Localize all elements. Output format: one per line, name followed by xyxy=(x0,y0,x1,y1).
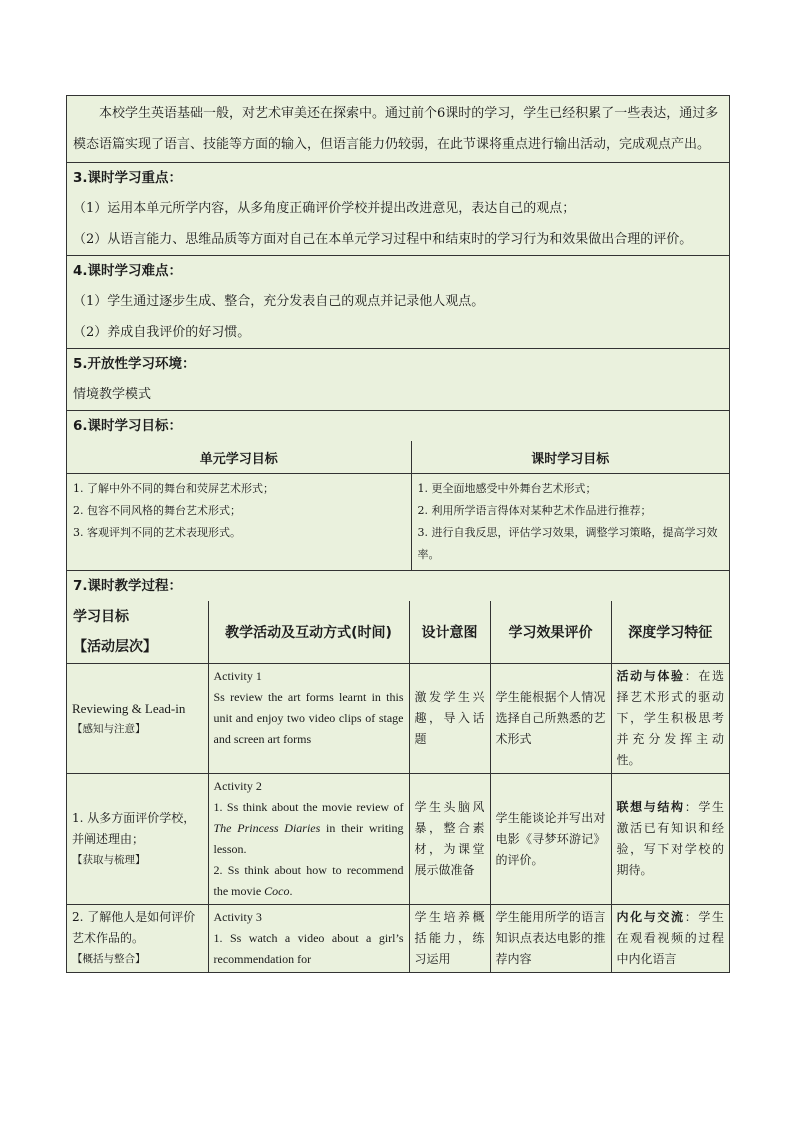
row2-activity-point2 xyxy=(214,860,404,902)
row3-activity-text: 1. Ss watch a video about a girl’s recommendation for xyxy=(213,931,404,966)
row3-feature-cell xyxy=(611,905,729,973)
row2-evaluation: 学生能谈论并写出对电影《寻梦环游记》的评价。 xyxy=(490,774,611,905)
process-heading: 7.课时教学过程： xyxy=(73,578,183,594)
row2-p2-tail: . xyxy=(289,884,293,898)
row3-feature-head: 内化与交流 xyxy=(616,910,685,924)
row3-activity-cell xyxy=(208,905,409,973)
row1-evaluation: 学生能根据个人情况选择自己所熟悉的艺术形式 xyxy=(490,664,611,774)
goal-header-line2: 【活动层次】 xyxy=(73,639,157,655)
row3-level: 【概括与整合】 xyxy=(72,953,146,965)
lesson-goals-cell xyxy=(411,474,729,571)
row1-goal-cell xyxy=(67,664,208,774)
key-point-1: （1）运用本单元所学内容，从多角度正确评价学校并提出改进意见，表达自己的观点； xyxy=(73,201,576,216)
activity-column-header: 教学活动及互动方式(时间) xyxy=(208,601,409,664)
goal-column-header xyxy=(67,601,208,664)
key-point-2: （2）从语言能力、思维品质等方面对自己在本单元学习过程中和结束时的学习行为和效果做出合理的评价。 xyxy=(73,232,693,247)
row2-activity-cell xyxy=(208,774,409,905)
difficulty-1: （1）学生通过逐步生成、整合，充分发表自己的观点并记录他人观点。 xyxy=(73,294,485,309)
unit-goals-cell xyxy=(67,474,411,571)
process-table xyxy=(67,601,729,972)
row2-feature-head: 联想与结构 xyxy=(616,800,685,814)
key-points-heading: 3.课时学习重点： xyxy=(73,170,183,186)
lesson-goal-1: 1. 更全面地感受中外舞台艺术形式； xyxy=(417,482,597,495)
process-section xyxy=(67,571,729,972)
row1-feature-head: 活动与体验 xyxy=(616,669,685,683)
goals-heading: 6.课时学习目标： xyxy=(73,418,183,434)
row2-p1-tail: in their writing lesson. xyxy=(213,821,404,856)
row1-activity-title: Activity 1 xyxy=(213,669,262,683)
environment-heading: 5.开放性学习环境： xyxy=(73,356,196,372)
feature-column-header: 深度学习特征 xyxy=(611,601,729,664)
difficulties-heading: 4.课时学习难点： xyxy=(73,263,183,279)
lesson-goal-2: 2. 利用所学语言得体对某种艺术作品进行推荐； xyxy=(417,504,652,517)
unit-goal-2: 2. 包容不同风格的舞台艺术形式； xyxy=(73,504,241,517)
row2-feature-cell xyxy=(611,774,729,905)
goals-section xyxy=(67,411,729,571)
row3-goal-cell xyxy=(67,905,208,973)
row3-intent: 学生培养概括能力，练习运用 xyxy=(409,905,490,973)
row2-level: 【获取与梳理】 xyxy=(72,853,146,866)
evaluation-column-header: 学习效果评价 xyxy=(490,601,611,664)
row3-evaluation: 学生能用所学的语言知识点表达电影的推荐内容 xyxy=(490,905,611,973)
row2-intent: 学生头脑风暴，整合素材，为课堂展示做准备 xyxy=(409,774,490,905)
row2-p2-text: 2. Ss think about how to recommend the movie xyxy=(213,863,404,898)
environment-text: 情境教学模式 xyxy=(73,387,152,402)
student-analysis-section xyxy=(67,96,729,163)
table-row xyxy=(67,774,729,905)
row1-feature-cell xyxy=(611,664,729,774)
row1-activity-text: Ss review the art forms learnt in this unit and enjoy two video clips of stage and screen art forms xyxy=(213,690,404,746)
key-points-section xyxy=(67,163,729,256)
row2-goal-cell xyxy=(67,774,208,905)
row2-activity-point1 xyxy=(214,797,404,860)
row1-level: 【感知与注意】 xyxy=(72,722,146,735)
intent-column-header: 设计意图 xyxy=(409,601,490,664)
goals-table xyxy=(67,441,729,570)
student-analysis-text: 本校学生英语基础一般，对艺术审美还在探索中。通过前个6课时的学习，学生已经积累了一些表达，通过多模态语篇实现了语言、技能等方面的输入，但语言能力仍较弱，在此节课将重点进行输出活动，完成观点产出。 xyxy=(73,106,719,152)
unit-goal-1: 1. 了解中外不同的舞台和荧屏艺术形式； xyxy=(73,482,274,495)
row2-goal: 1. 从多方面评价学校，并阐述理由； xyxy=(72,810,196,846)
row1-feature-text: ：在选择艺术形式的驱动下，学生积极思考并充分发挥主动性。 xyxy=(616,669,724,767)
lesson-goal-3: 3. 进行自我反思，评估学习效果，调整学习策略，提高学习效率。 xyxy=(417,526,718,561)
row2-p2-title: Coco xyxy=(264,884,290,898)
goal-header-line1: 学习目标 xyxy=(73,609,129,625)
unit-goals-header: 单元学习目标 xyxy=(67,441,411,474)
row1-activity-cell xyxy=(208,664,409,774)
row3-feature-text: ：学生在观看视频的过程中内化语言 xyxy=(616,910,724,966)
environment-section xyxy=(67,349,729,411)
lesson-plan-document xyxy=(66,95,730,973)
row3-goal: 2. 了解他人是如何评价艺术作品的。 xyxy=(72,910,196,945)
row1-goal: Reviewing & Lead-in xyxy=(72,700,186,716)
row3-activity-title: Activity 3 xyxy=(213,910,262,924)
unit-goal-3: 3. 客观评判不同的艺术表现形式。 xyxy=(73,526,241,539)
row2-feature-text: ：学生激活已有知识和经验，写下对学校的期待。 xyxy=(616,800,724,877)
difficulty-2: （2）养成自我评价的好习惯。 xyxy=(73,325,251,340)
difficulties-section xyxy=(67,256,729,349)
lesson-goals-header: 课时学习目标 xyxy=(411,441,729,474)
table-row xyxy=(67,905,729,973)
row2-p1-text: 1. Ss think about the movie review of xyxy=(213,800,404,814)
row2-p1-title: The Princess Diaries xyxy=(213,821,321,835)
table-row xyxy=(67,664,729,774)
row1-intent: 激发学生兴趣，导入话题 xyxy=(409,664,490,774)
row2-activity-title: Activity 2 xyxy=(213,779,262,793)
